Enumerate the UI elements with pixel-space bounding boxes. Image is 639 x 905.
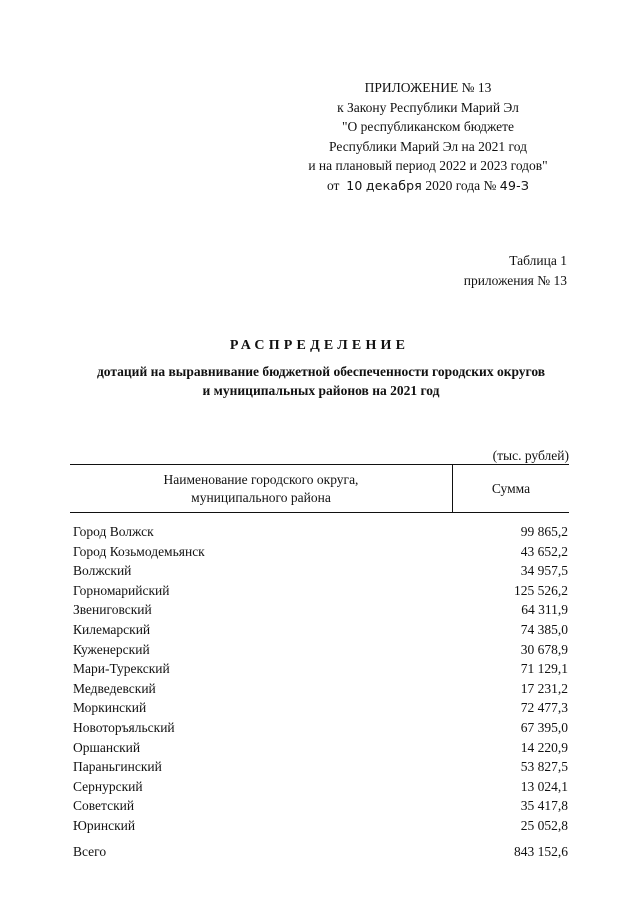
table-row — [70, 679, 569, 699]
subsidy-amount: 72 477,3 — [520, 700, 568, 716]
appendix-date-line — [296, 176, 560, 196]
appendix-law-name-3: и на плановый период 2022 и 2023 годов" — [308, 158, 548, 174]
subsidy-amount: 53 827,5 — [520, 759, 568, 775]
table-row — [70, 757, 569, 777]
appendix-law-name-1: "О республиканском бюджете — [341, 119, 514, 135]
table-row — [70, 698, 569, 718]
header-sum-cell: Сумма — [491, 480, 531, 496]
table-row — [70, 620, 569, 640]
law-number: 49-З — [499, 177, 530, 193]
total-row — [70, 842, 569, 862]
document-title: РАСПРЕДЕЛЕНИЕ — [229, 338, 410, 353]
subsidy-amount: 35 417,8 — [520, 798, 568, 814]
table-header — [70, 464, 569, 513]
total-value: 843 152,6 — [514, 843, 568, 859]
appendix-reference: приложения № 13 — [463, 273, 567, 288]
district-name: Параньгинский — [73, 759, 162, 775]
header-name-cell — [70, 465, 453, 512]
appendix-law: к Закону Республики Марий Эл — [337, 99, 519, 115]
date-month: декабря — [365, 177, 422, 193]
subtitle-line-1: дотаций на выравнивание бюджетной обеспеченности городских округов — [96, 364, 546, 379]
subsidy-amount: 30 678,9 — [520, 641, 568, 657]
header-name-line-1: Наименование городского округа, — [163, 471, 359, 487]
subsidy-amount: 25 052,8 — [520, 817, 568, 833]
table-row — [70, 640, 569, 660]
district-name: Куженерский — [73, 641, 150, 657]
subsidy-amount: 71 129,1 — [520, 661, 568, 677]
table-row — [70, 542, 569, 562]
table-row — [70, 581, 569, 601]
table-row — [70, 522, 569, 542]
table-row — [70, 796, 569, 816]
appendix-header — [296, 78, 560, 196]
date-year: 2020 года № — [425, 177, 497, 193]
district-name: Советский — [73, 798, 135, 814]
distribution-table — [70, 464, 569, 861]
subsidy-amount: 17 231,2 — [520, 680, 568, 696]
table-row — [70, 600, 569, 620]
district-name: Оршанский — [73, 739, 141, 755]
table-reference — [464, 251, 567, 291]
appendix-title: ПРИЛОЖЕНИЕ № 13 — [364, 80, 492, 95]
district-name: Килемарский — [73, 621, 151, 637]
date-day: 10 — [346, 177, 363, 193]
district-name: Волжский — [73, 563, 132, 579]
subsidy-amount: 13 024,1 — [520, 778, 568, 794]
subsidy-amount: 125 526,2 — [514, 582, 568, 598]
table-row — [70, 777, 569, 797]
district-name: Горномарийский — [73, 582, 170, 598]
subsidy-amount: 34 957,5 — [520, 563, 568, 579]
appendix-law-name-2: Республики Марий Эл на 2021 год — [329, 138, 527, 154]
table-row — [70, 738, 569, 758]
district-name: Моркинский — [73, 700, 147, 716]
district-name: Медведевский — [73, 680, 156, 696]
total-label: Всего — [73, 843, 107, 859]
district-name: Город Козьмодемьянск — [73, 543, 205, 559]
district-name: Мари-Турекский — [73, 661, 170, 677]
table-row — [70, 659, 569, 679]
table-number: Таблица 1 — [509, 253, 567, 268]
table-body — [70, 522, 569, 836]
table-row — [70, 561, 569, 581]
subsidy-amount: 14 220,9 — [520, 739, 568, 755]
subtitle-line-2: и муниципальных районов на 2021 год — [202, 383, 440, 398]
district-name: Звениговский — [73, 602, 152, 618]
table-row — [70, 718, 569, 738]
district-name: Юринский — [73, 817, 136, 833]
subsidy-amount: 99 865,2 — [520, 524, 568, 539]
subsidy-amount: 64 311,9 — [521, 602, 568, 618]
district-name: Новоторъяльский — [73, 719, 175, 735]
document-subtitle — [66, 362, 576, 400]
units-label: (тыс. рублей) — [492, 448, 569, 463]
district-name: Сернурский — [73, 778, 143, 794]
table-row — [70, 816, 569, 836]
subsidy-amount: 43 652,2 — [520, 543, 568, 559]
subsidy-amount: 67 395,0 — [520, 719, 568, 735]
date-prefix: от — [326, 177, 340, 193]
district-name: Город Волжск — [73, 524, 154, 539]
subsidy-amount: 74 385,0 — [520, 621, 568, 637]
header-name-line-2: муниципального района — [191, 489, 331, 505]
